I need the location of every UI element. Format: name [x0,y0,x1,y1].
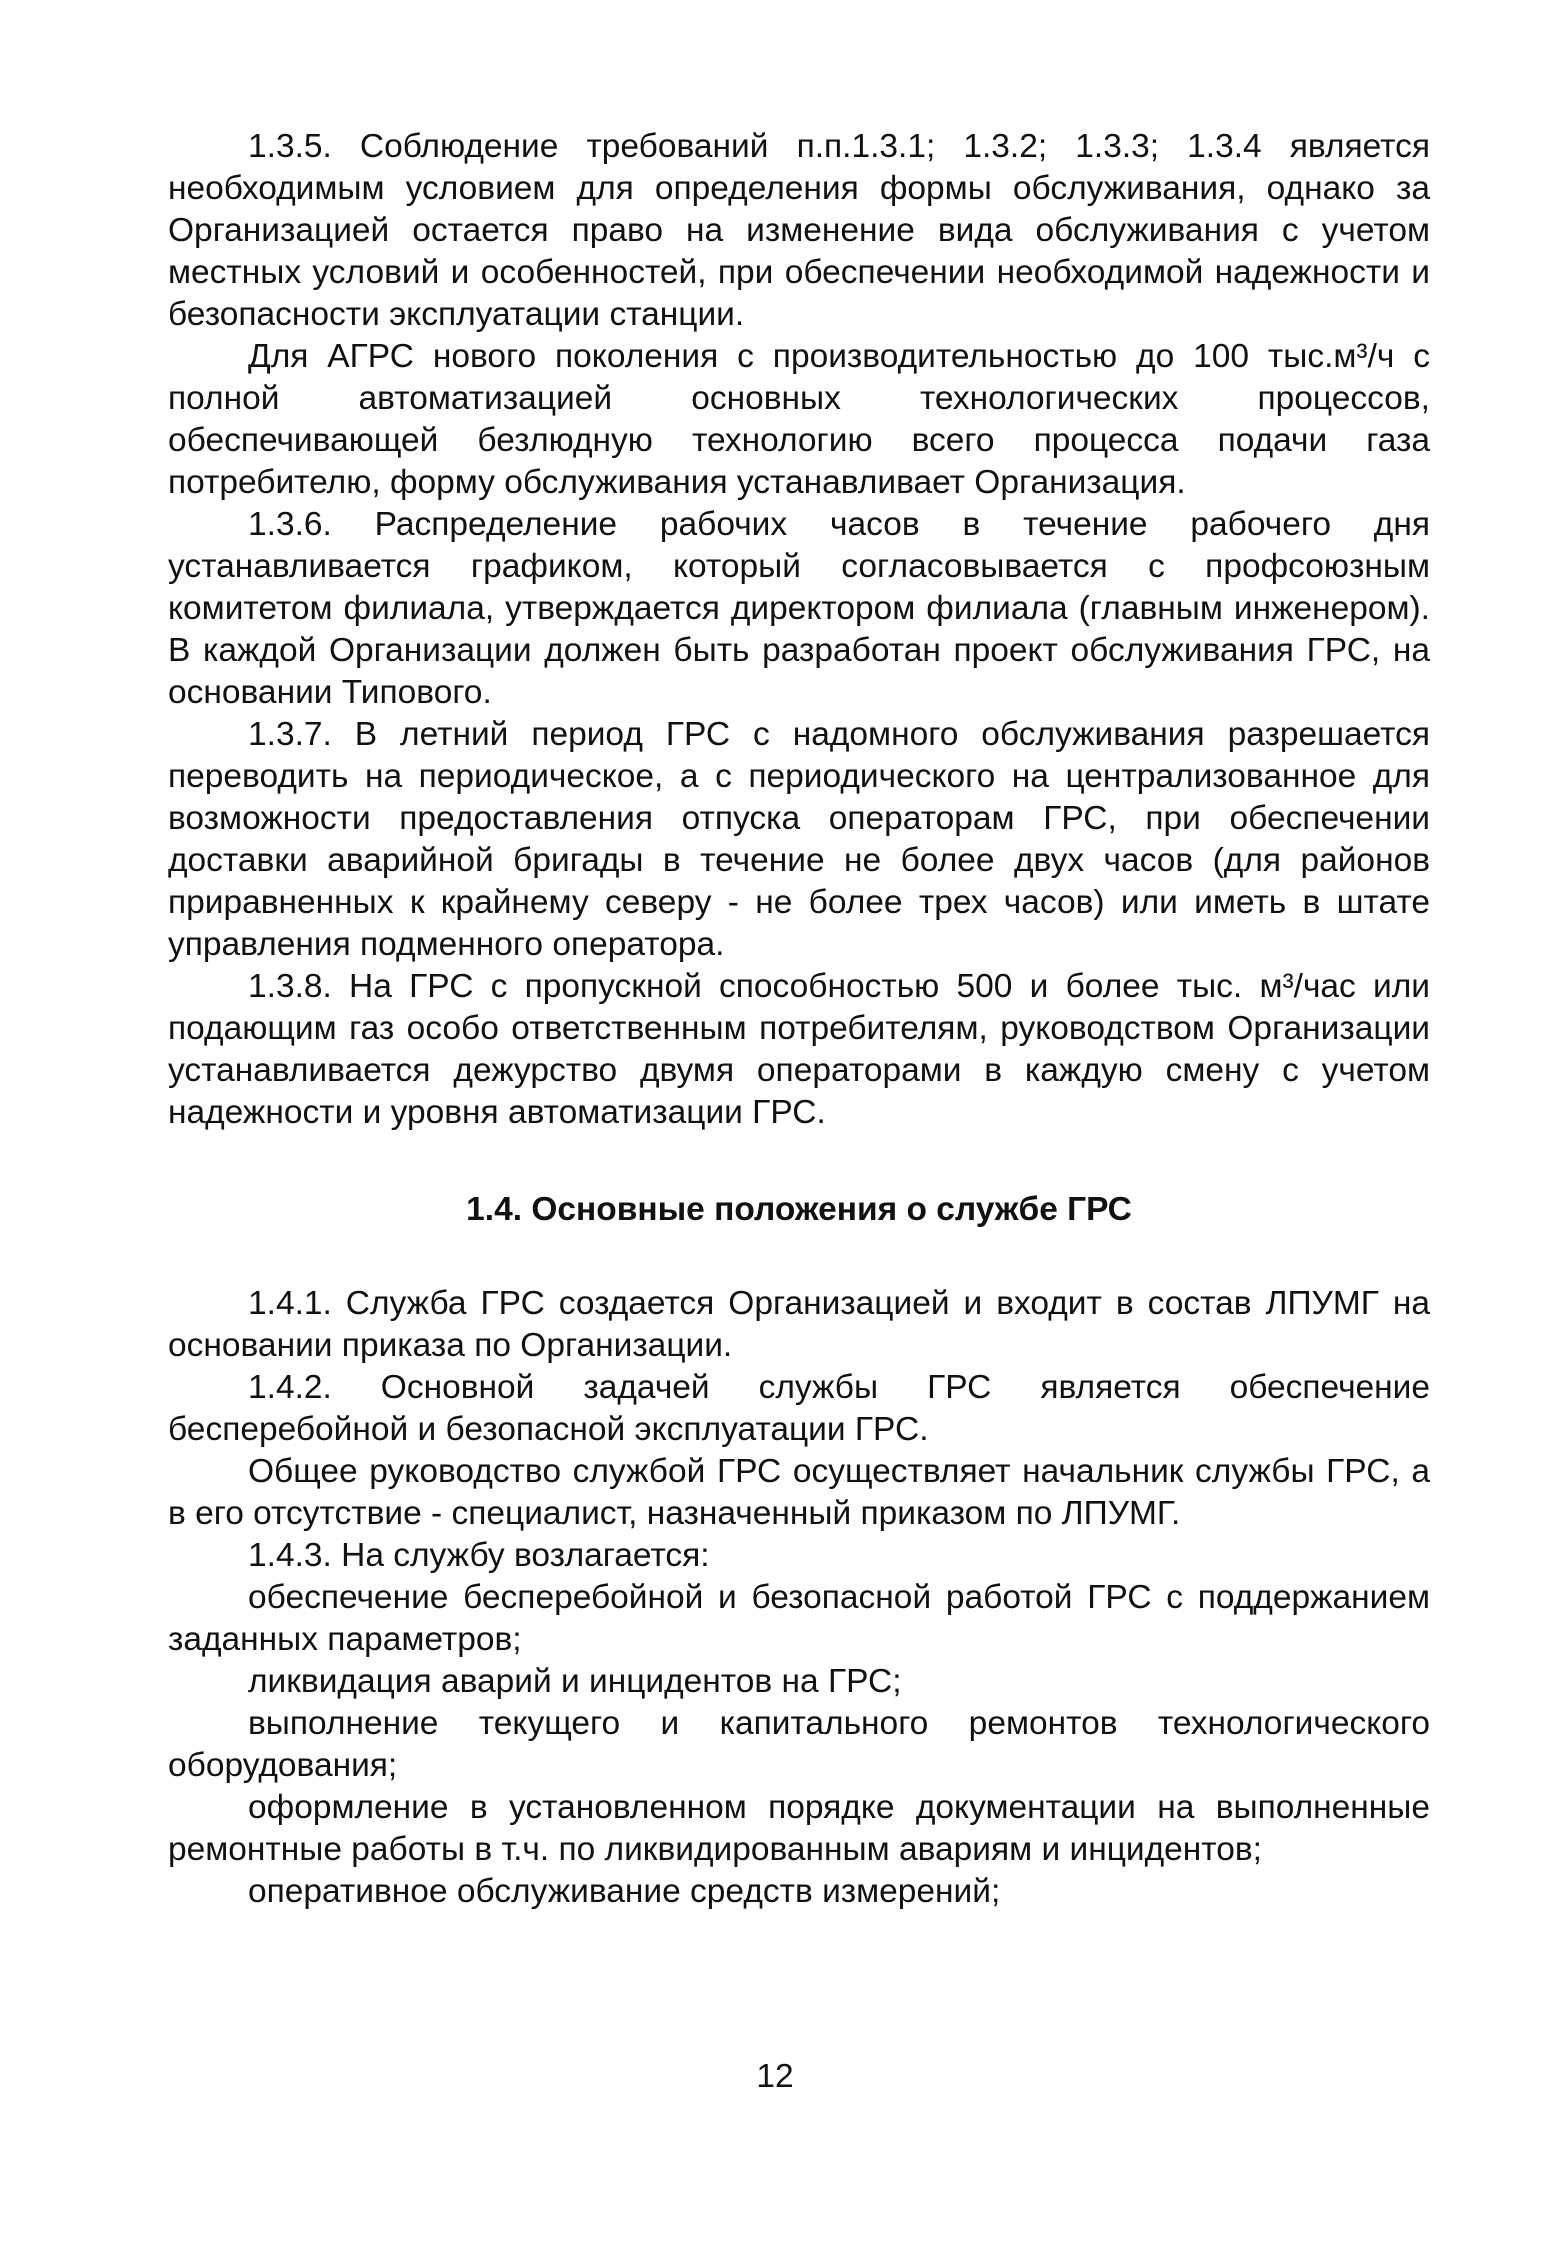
paragraph-1-3-8: 1.3.8. На ГРС с пропускной способностью 500 и более тыс. м³/час или подающим газ особо ответственным потребителям, руководством Организации устанавливается дежурство двумя операторами в каждую смену с учетом надежности и уровня автоматизации ГРС. [168,968,1430,1131]
paragraph-1-3-5: 1.3.5. Соблюдение требований п.п.1.3.1; 1.3.2; 1.3.3; 1.3.4 является необходимым условием для определения формы обслуживания, однако за Организацией остается право на изменение вида обслуживания с учетом местных условий и особенностей, при обеспечении необходимой надежности и безопасности эксплуатации станции. [168,128,1430,333]
list-item-repairs: выполнение текущего и капитального ремонтов технологического оборудования; [168,1705,1430,1784]
list-item-documentation: оформление в установленном порядке документации на выполненные ремонтные работы в т.ч. по ликвидированным авариям и инцидентов; [168,1789,1430,1868]
paragraph-1-4-1: 1.4.1. Служба ГРС создается Организацией и входит в состав ЛПУМГ на основании приказа по Организации. [168,1285,1430,1364]
body-text [168,126,1430,1913]
list-item-measurement-service: оперативное обслуживание средств измерений; [248,1873,1001,1910]
list-item-uninterrupted-operation: обеспечение бесперебойной и безопасной работой ГРС с поддержанием заданных параметров; [168,1579,1430,1658]
paragraph-general-management: Общее руководство службой ГРС осуществляет начальник службы ГРС, а в его отсутствие - специалист, назначенный приказом по ЛПУМГ. [168,1453,1430,1532]
list-item-accident-liquidation: ликвидация аварий и инцидентов на ГРС; [248,1663,902,1700]
section-heading: 1.4. Основные положения о службе ГРС [466,1191,1132,1228]
paragraph-1-4-3: 1.4.3. На службу возлагается: [248,1537,710,1574]
paragraph-1-4-2: 1.4.2. Основной задачей службы ГРС является обеспечение бесперебойной и безопасной эксплуатации ГРС. [168,1369,1430,1448]
paragraph-1-3-7: 1.3.7. В летний период ГРС с надомного обслуживания разрешается переводить на периодическое, а с периодического на централизованное для возможности предоставления отпуска операторам ГРС, при обеспечении доставки аварийной бригады в течение не более двух часов (для районов приравненных к крайнему северу - не более трех часов) или иметь в штате управления подменного оператора. [168,716,1430,963]
page-number: 12 [756,2058,794,2095]
paragraph-1-3-6: 1.3.6. Распределение рабочих часов в течение рабочего дня устанавливается графиком, который согласовывается с профсоюзным комитетом филиала, утверждается директором филиала (главным инженером). В каждой Организации должен быть разработан проект обслуживания ГРС, на основании Типового. [168,506,1430,711]
paragraph-agrs: Для АГРС нового поколения с производительностью до 100 тыс.м³/ч с полной автоматизацией основных технологических процессов, обеспечивающей безлюдную технологию всего процесса подачи газа потребителю, форму обслуживания устанавливает Организация. [168,338,1430,501]
